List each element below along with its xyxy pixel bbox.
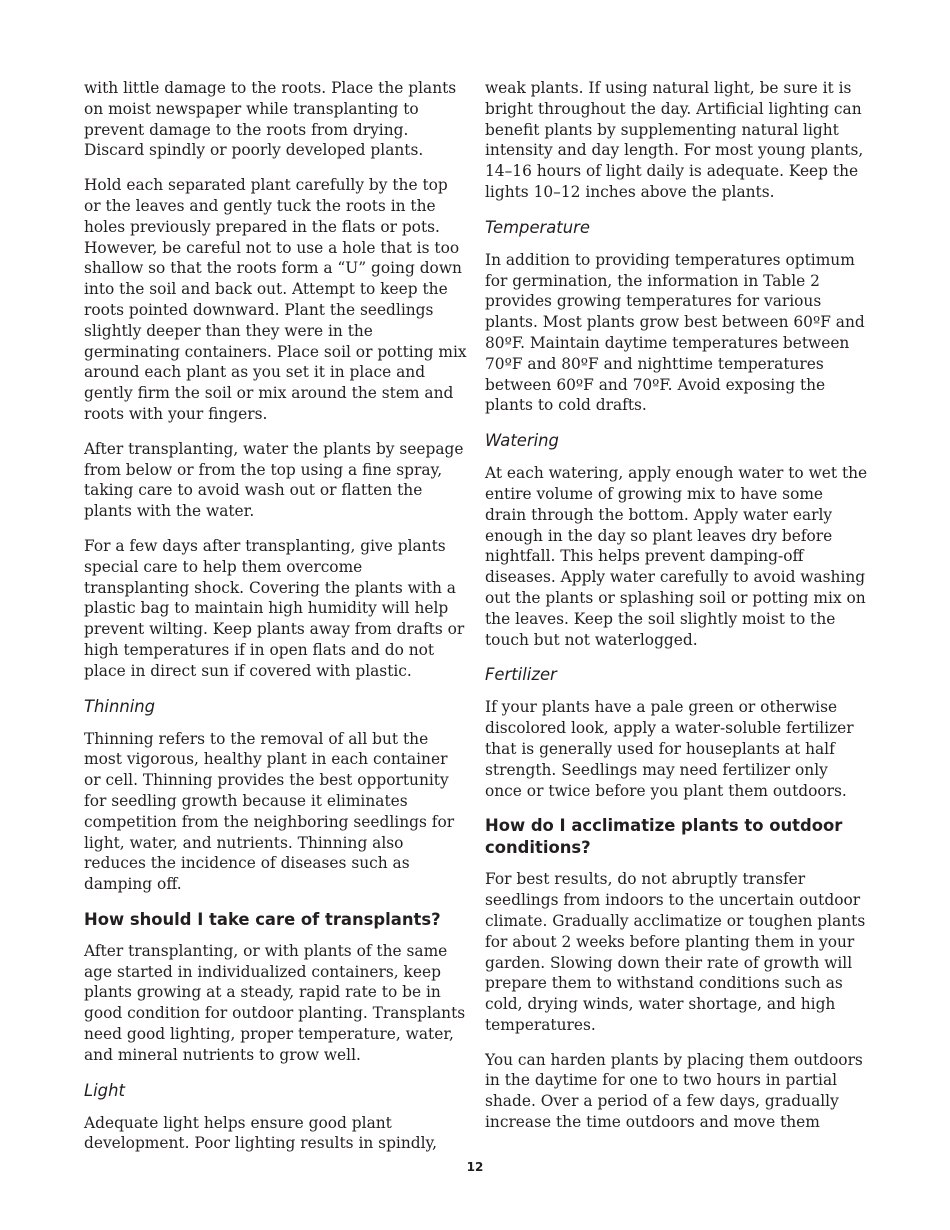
paragraph-light-start: Adequate light helps ensure good plant development. Poor lighting results in spindly, — [84, 1113, 438, 1153]
heading-acclimatize: How do I acclimatize plants to outdoor conditions? — [485, 816, 843, 858]
paragraph-acclimatize: For best results, do not abruptly transfer seedlings from indoors to the uncertain outdoor climate. Gradually acclimatize or toughen plants for about 2 weeks before planting them in your garden. Slowing down their rate of growth will prepare them to withstand conditions such as cold, drying winds, water shortage, and high temperatures. — [485, 870, 866, 1034]
paragraph-watering-after-transplant: After transplanting, water the plants by seepage from below or from the top using a fine spray, taking care to avoid wash out or flatten the plants with the water. — [84, 439, 464, 521]
page-number: 12 — [466, 1160, 484, 1174]
paragraph-transplant-shock: For a few days after transplanting, give plants special care to help them overcome transplanting shock. Covering the plants with a plastic bag to maintain high humidity will help prevent wilting. Keep plants away from drafts or high temperatures if in open flats and do not place in direct sun if covered with plastic. — [84, 536, 465, 680]
paragraph-thinning: Thinning refers to the removal of all but the most vigorous, healthy plant in each container or cell. Thinning provides the best opportunity for seedling growth because it eliminates competition from the neighboring seedlings for light, water, and nutrients. Thinning also reduces the incidence of diseases such as damping off. — [84, 729, 455, 894]
paragraph-fertilizer: If your plants have a pale green or otherwise discolored look, apply a water-soluble fertilizer that is generally used for houseplants at half strength. Seedlings may need fertilizer only once or twice before you plant them outdoors. — [485, 698, 854, 800]
paragraph-light-continued: weak plants. If using natural light, be sure it is bright throughout the day. Artificial lighting can benefit plants by supplementing natural light intensity and day length. For most young plants, 14–16 hours of light daily is adequate. Keep the lights 10–12 inches above the plants. — [485, 79, 864, 201]
paragraph-hardening: You can harden plants by placing them outdoors in the daytime for one to two hours in partial shade. Over a period of a few days, gradually increase the time outdoors and move them — [485, 1050, 863, 1132]
heading-light: Light — [84, 1080, 125, 1100]
paragraph-root-handling: with little damage to the roots. Place the plants on moist newspaper while transplanting to prevent damage to the roots from drying. Discard spindly or poorly developed plants. — [84, 79, 457, 160]
heading-fertilizer: Fertilizer — [485, 665, 557, 685]
left-column — [84, 78, 468, 1168]
right-column — [485, 78, 869, 1147]
paragraph-watering: At each watering, apply enough water to wet the entire volume of growing mix to have some drain through the bottom. Apply water early enough in the day so plant leaves dry before nightfall. This helps prevent damping-off diseases. Apply water carefully to avoid washing out the plants or splashing soil or potting mix on the leaves. Keep the soil slightly moist to the touch but not waterlogged. — [485, 464, 868, 649]
paragraph-temperature: In addition to providing temperatures optimum for germination, the information in Table 2 provides growing temperatures for various plants. Most plants grow best between 60ºF and 80ºF. Maintain daytime temperatures between 70ºF and 80ºF and nighttime temperatures between 60ºF and 70ºF. Avoid exposing the plants to cold drafts. — [485, 250, 865, 415]
heading-transplant-care: How should I take care of transplants? — [84, 909, 441, 929]
heading-thinning: Thinning — [84, 696, 156, 716]
heading-watering: Watering — [485, 431, 559, 451]
heading-temperature: Temperature — [485, 217, 590, 237]
paragraph-planting-seedlings: Hold each separated plant carefully by the top or the leaves and gently tuck the roots in the holes previously prepared in the flats or pots. However, be careful not to use a hole that is too shallow so that the roots form a “U” going down into the soil and back out. Attempt to keep the roots pointed downward. Plant the seedlings slightly deeper than they were in the germinating containers. Place soil or potting mix around each plant as you set it in place and gently firm the soil or mix around the stem and roots with your fingers. — [84, 176, 467, 423]
paragraph-transplant-care: After transplanting, or with plants of the same age started in individualized containers, keep plants growing at a steady, rapid rate to be in good condition for outdoor planting. Transplants need good lighting, proper temperature, water, and mineral nutrients to grow well. — [84, 941, 466, 1064]
